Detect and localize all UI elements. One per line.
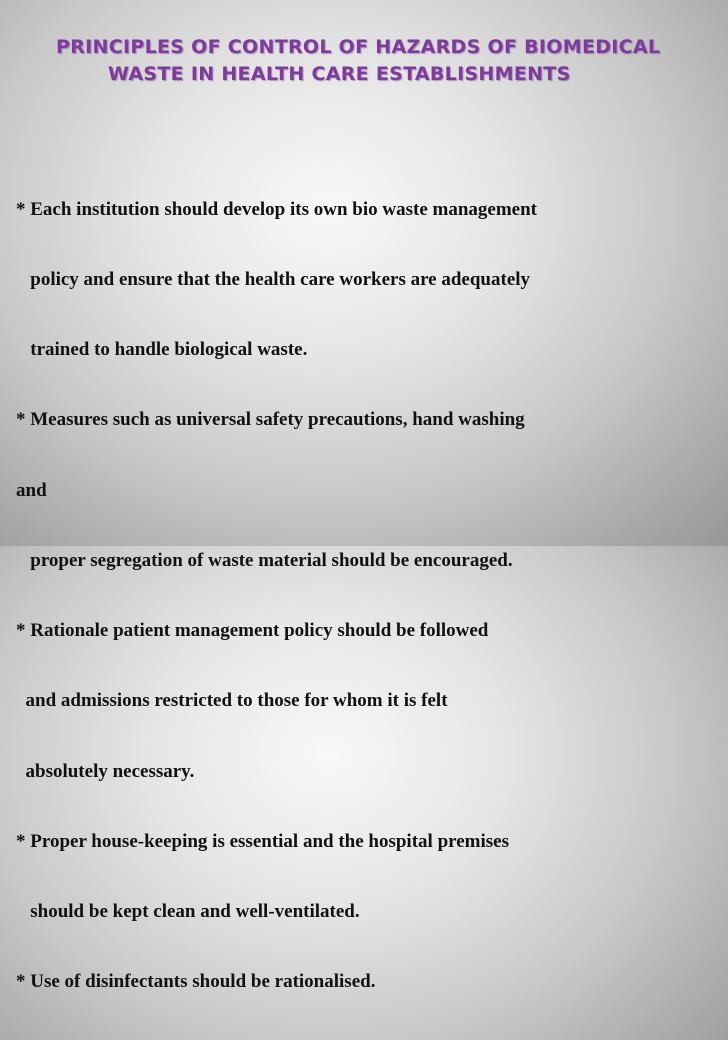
body-line: and (16, 479, 47, 501)
slide-body (16, 151, 722, 1040)
body-line: policy and ensure that the health care workers are adequately (16, 269, 531, 291)
body-line: * Rationale patient management policy should be followed (16, 620, 489, 642)
body-line: * Measures such as universal safety precautions, hand washing (16, 409, 525, 431)
body-line: should be kept clean and well-ventilated. (16, 901, 360, 922)
body-line: * Each institution should develop its own bio waste management (16, 198, 537, 220)
title-line-2: WASTE IN HEALTH CARE ESTABLISHMENTS (108, 63, 571, 85)
title-line-1: PRINCIPLES OF CONTROL OF HAZARDS OF BIOMEDICAL (56, 36, 661, 58)
body-line: absolutely necessary. (16, 760, 195, 782)
body-line: trained to handle biological waste. (16, 339, 308, 361)
body-line: and admissions restricted to those for whom it is felt (16, 690, 448, 712)
slide-title (0, 34, 728, 88)
body-line: * Proper house-keeping is essential and the hospital premises (16, 830, 509, 852)
body-line: * Use of disinfectants should be rationalised. (16, 971, 376, 993)
body-line: proper segregation of waste material should be encouraged. (16, 549, 513, 571)
